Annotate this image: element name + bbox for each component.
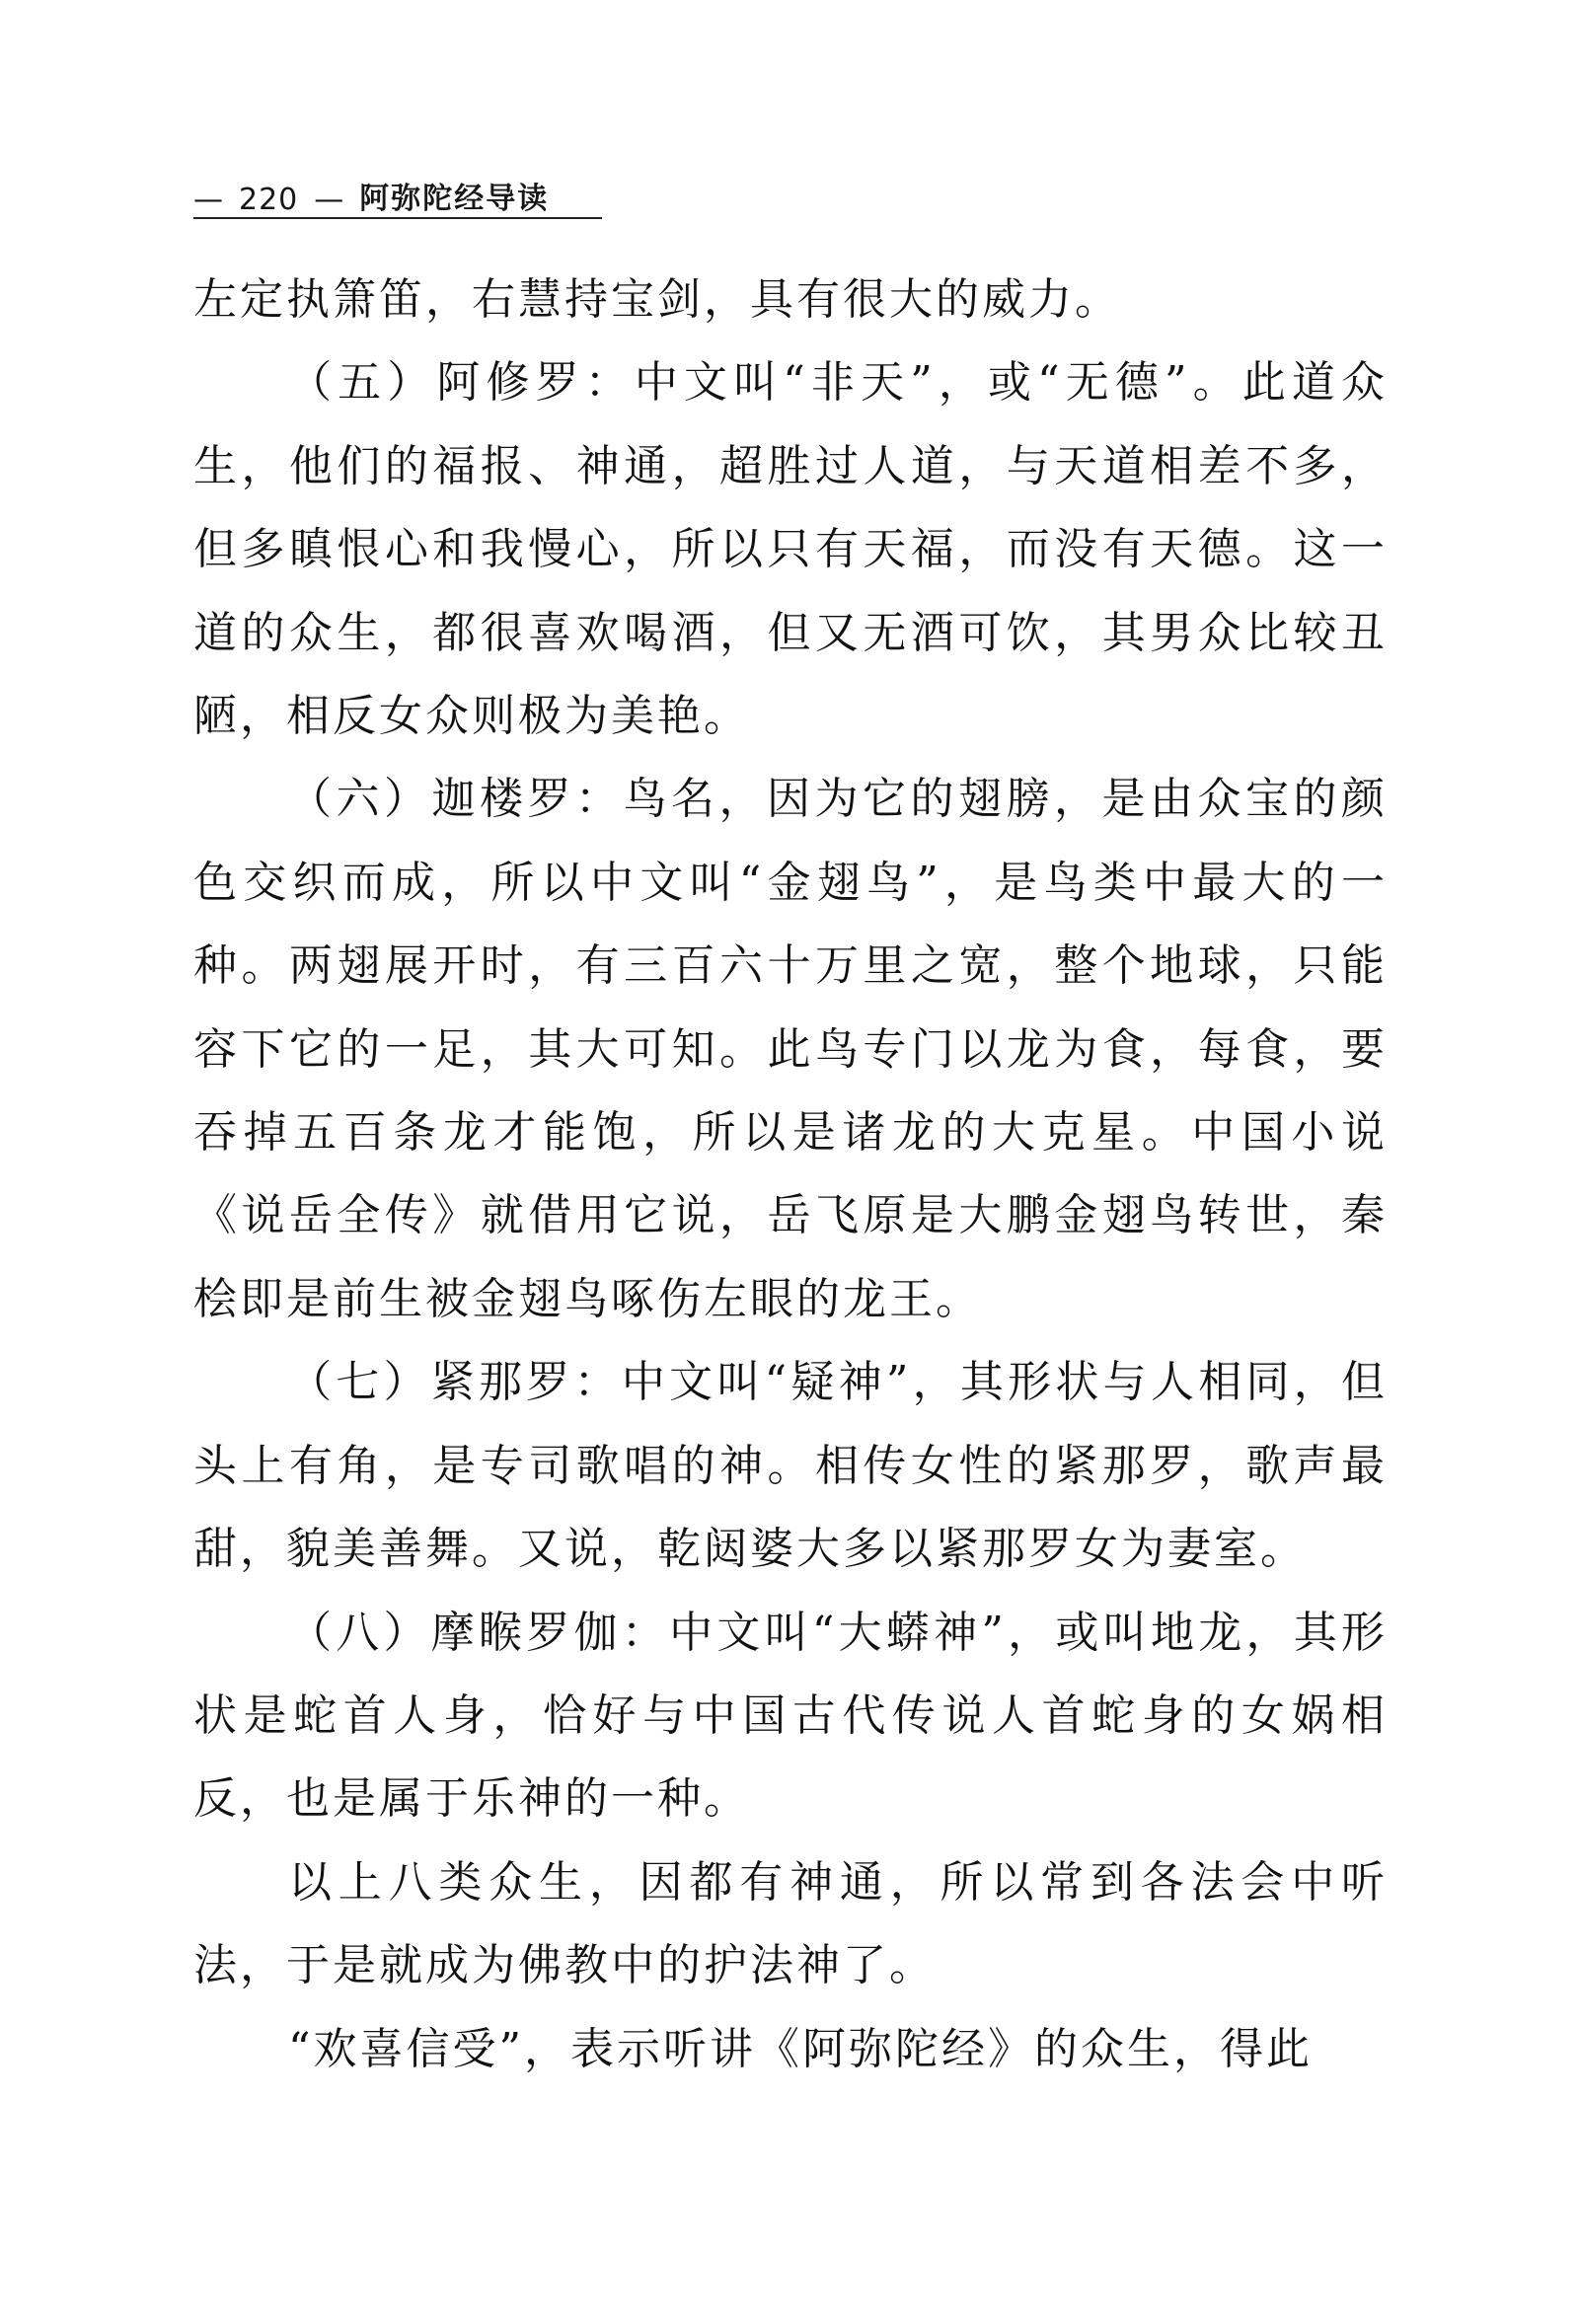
running-header	[193, 170, 598, 217]
paragraph-summary: 以上八类众生，因都有神通，所以常到各法会中听法，于是就成为佛教中的护法神了。	[193, 1856, 1388, 1991]
paragraph-kinnara: （七）紧那罗：中文叫“疑神”，其形状与人相同，但头上有角，是专司歌唱的神。相传女性的紧那罗，歌声最甜，貌美善舞。又说，乾闼婆大多以紧那罗女为妻室。	[193, 1357, 1388, 1575]
paragraph-asura: （五）阿修罗：中文叫“非天”，或“无德”。此道众生，他们的福报、神通，超胜过人道，与天道相差不多，但多瞋恨心和我慢心，所以只有天福，而没有天德。这一道的众生，都很喜欢喝酒，但又无酒可饮，其男众比较丑陋，相反女众则极为美艳。	[193, 357, 1388, 742]
book-title: 阿弥陀经导读	[359, 182, 550, 216]
body-text	[193, 259, 1388, 2091]
page-number: 220	[239, 183, 299, 217]
header-dash-right: —	[314, 183, 344, 217]
paragraph-continuation: 左定执箫笛，右慧持宝剑，具有很大的威力。	[193, 274, 1121, 325]
header-dash-left: —	[193, 183, 223, 217]
paragraph-garuda: （六）迦楼罗：鸟名，因为它的翅膀，是由众宝的颜色交织而成，所以中文叫“金翅鸟”，是鸟类中最大的一种。两翅展开时，有三百六十万里之宽，整个地球，只能容下它的一足，其大可知。此鸟专门以龙为食，每食，要吞掉五百条龙才能饱，所以是诸龙的大克星。中国小说《说岳全传》就借用它说，岳飞原是大鹏金翅鸟转世，秦桧即是前生被金翅鸟啄伤左眼的龙王。	[193, 774, 1388, 1324]
paragraph-joyful-acceptance: “欢喜信受”，表示听讲《阿弥陀经》的众生，得此	[288, 2023, 1313, 2074]
header-rule	[193, 217, 602, 219]
paragraph-mahoraga: （八）摩睺罗伽：中文叫“大蟒神”，或叫地龙，其形状是蛇首人身，恰好与中国古代传说人首蛇身的女娲相反，也是属于乐神的一种。	[193, 1607, 1388, 1825]
